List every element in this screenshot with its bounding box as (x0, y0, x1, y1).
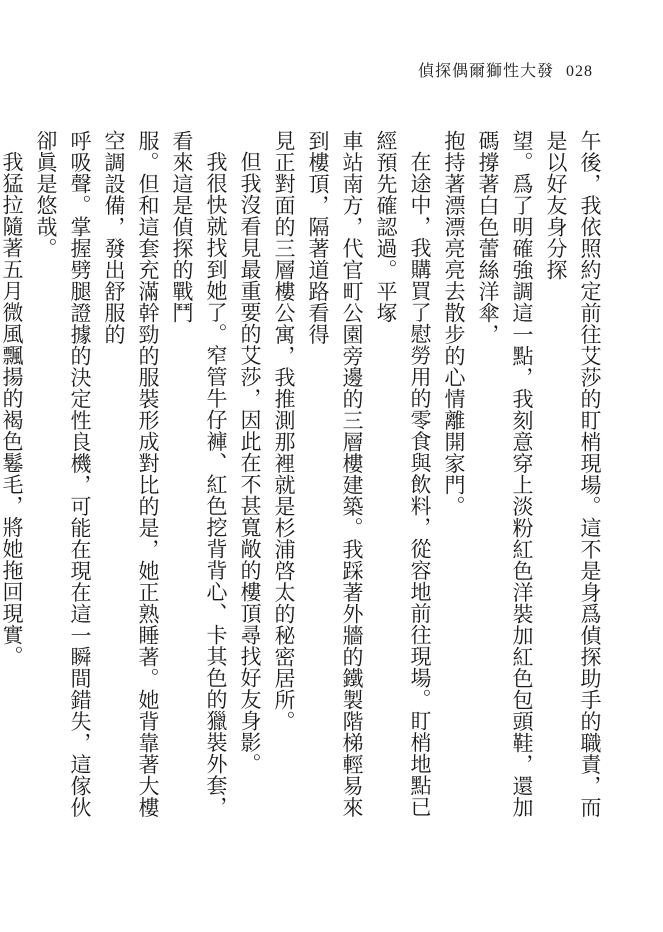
text-line: 在途中，我購買了慰勞用的零食與飲料，從容地前往現場。盯梢地點已經預先確認過。平塚 (374, 130, 432, 818)
text-line: 望。爲了明確強調這一點，我刻意穿上淡粉紅色洋裝加紅色包頭鞋，還加碼撐著白色蕾絲洋傘， (476, 130, 534, 818)
text-line: 呼吸聲。掌握劈腿證據的決定性良機，可能在現在這一瞬間錯失，這傢伙卻眞是悠哉。 (34, 130, 92, 818)
text-line: 抱持著漂漂亮亮去散步的心情離開家門。 (442, 130, 466, 517)
text-line: 我很快就找到她了。窄管牛仔褲、紅色挖背背心、卡其色的獵裝外套，看來這是偵探的戰鬥 (170, 130, 228, 818)
text-line: 服。但和這套充滿幹勁的服裝形成對比的是，她正熟睡著。她背靠著大樓空調設備，發出舒服的 (102, 130, 160, 818)
book-title: 偵探偶爾獅性大發 (417, 61, 554, 80)
text-line: 見正對面的三層樓公寓，我推測那裡就是杉浦啓太的秘密居所。 (272, 130, 296, 732)
text-line: 但我沒看見最重要的艾莎，因此在不甚寬敞的樓頂尋找好友身影。 (238, 151, 262, 775)
text-line: 午後，我依照約定前往艾莎的盯梢現場。這不是身爲偵探助手的職責，而是以好友身分探 (544, 130, 602, 818)
running-header (418, 58, 593, 81)
page-number: 028 (566, 63, 593, 80)
text-line: 我猛拉隨著五月微風飄揚的褐色鬈毛，將她拖回現實。 (0, 151, 24, 667)
body-text (0, 130, 607, 830)
text-line: 車站南方，代官町公園旁邊的三層樓建築。我踩著外牆的鐵製階梯輕易來到樓頂，隔著道路看得 (306, 130, 364, 818)
